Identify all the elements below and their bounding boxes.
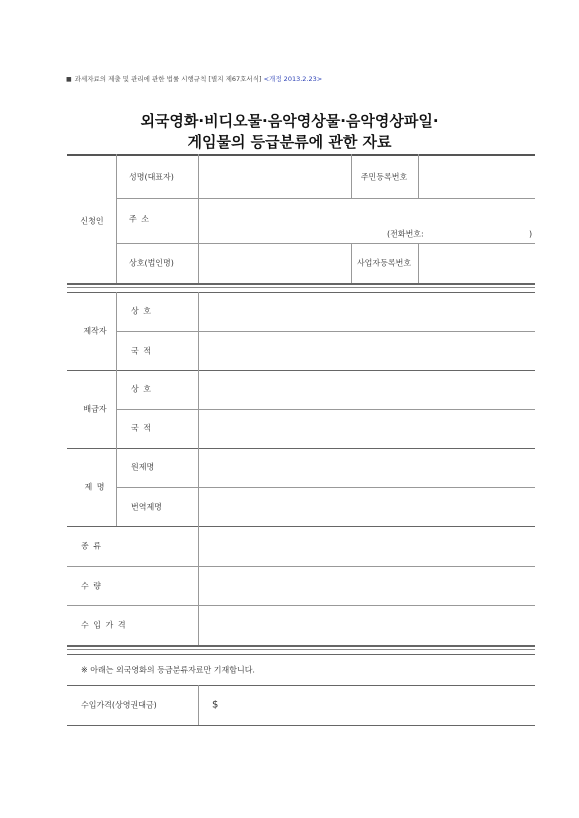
section-border bbox=[67, 448, 535, 449]
section-border bbox=[67, 654, 535, 655]
translated-title-label: 번역제명 bbox=[131, 502, 162, 512]
form-reference-note bbox=[66, 74, 322, 83]
business-number-label: 사업자등록번호 bbox=[356, 258, 412, 268]
form-reference-text: 과세자료의 제출 및 관리에 관한 법률 시행규칙 [별지 제67호서식] bbox=[74, 75, 262, 83]
table-bottom-border bbox=[67, 725, 535, 726]
section-border bbox=[67, 685, 535, 686]
divider bbox=[116, 154, 117, 283]
producer-nationality-label: 국 적 bbox=[131, 346, 152, 356]
title-group-label: 제 명 bbox=[84, 482, 106, 492]
producer-group-label: 제작자 bbox=[83, 326, 107, 336]
resident-number-label: 주민등록번호 bbox=[360, 172, 408, 182]
distributor-nationality-label: 국 적 bbox=[131, 423, 152, 433]
import-price-royalty-label: 수입가격(상영권대금) bbox=[81, 700, 157, 710]
divider bbox=[418, 243, 419, 283]
divider bbox=[116, 243, 535, 244]
distributor-trade-name-label: 상 호 bbox=[131, 384, 152, 394]
company-name-label: 상호(법인명) bbox=[129, 258, 174, 268]
section-separator bbox=[67, 283, 535, 288]
distributor-group-label: 배급자 bbox=[83, 404, 107, 414]
quantity-label: 수 량 bbox=[81, 581, 102, 591]
divider bbox=[116, 409, 535, 410]
form-title-line-2: 게임물의 등급분류에 관한 자료 bbox=[187, 133, 392, 151]
kind-label: 종 류 bbox=[81, 541, 102, 551]
divider bbox=[116, 198, 535, 199]
currency-symbol: $ bbox=[212, 699, 219, 711]
phone-number-close: ) bbox=[529, 229, 533, 239]
divider bbox=[418, 154, 419, 198]
divider bbox=[198, 154, 199, 283]
divider bbox=[198, 526, 199, 645]
import-price-label: 수 입 가 격 bbox=[81, 620, 127, 630]
producer-trade-name-label: 상 호 bbox=[131, 306, 152, 316]
phone-number-label: (전화번호: bbox=[387, 229, 424, 239]
notice-text: ※ 아래는 외국영화의 등급분류자료만 기재합니다. bbox=[81, 665, 255, 675]
section-border bbox=[67, 526, 535, 527]
square-bullet-icon: ■ bbox=[66, 76, 72, 83]
applicant-name-label: 성명(대표자) bbox=[129, 172, 174, 182]
section-border bbox=[67, 370, 535, 371]
revision-date-link[interactable]: <개정 2013.2.23> bbox=[263, 75, 323, 83]
section-separator bbox=[67, 645, 535, 650]
divider bbox=[116, 331, 535, 332]
divider bbox=[116, 487, 535, 488]
divider bbox=[198, 685, 199, 725]
form-title-line-1: 외국영화·비디오물·음악영상물·음악영상파일· bbox=[140, 112, 439, 130]
divider bbox=[351, 154, 352, 198]
divider bbox=[67, 605, 535, 606]
applicant-group-label: 신청인 bbox=[80, 216, 104, 226]
section-border bbox=[67, 292, 535, 293]
divider bbox=[351, 243, 352, 283]
original-title-label: 원제명 bbox=[131, 462, 155, 472]
table-top-border bbox=[67, 154, 535, 156]
divider bbox=[67, 566, 535, 567]
address-label: 주 소 bbox=[129, 214, 150, 224]
